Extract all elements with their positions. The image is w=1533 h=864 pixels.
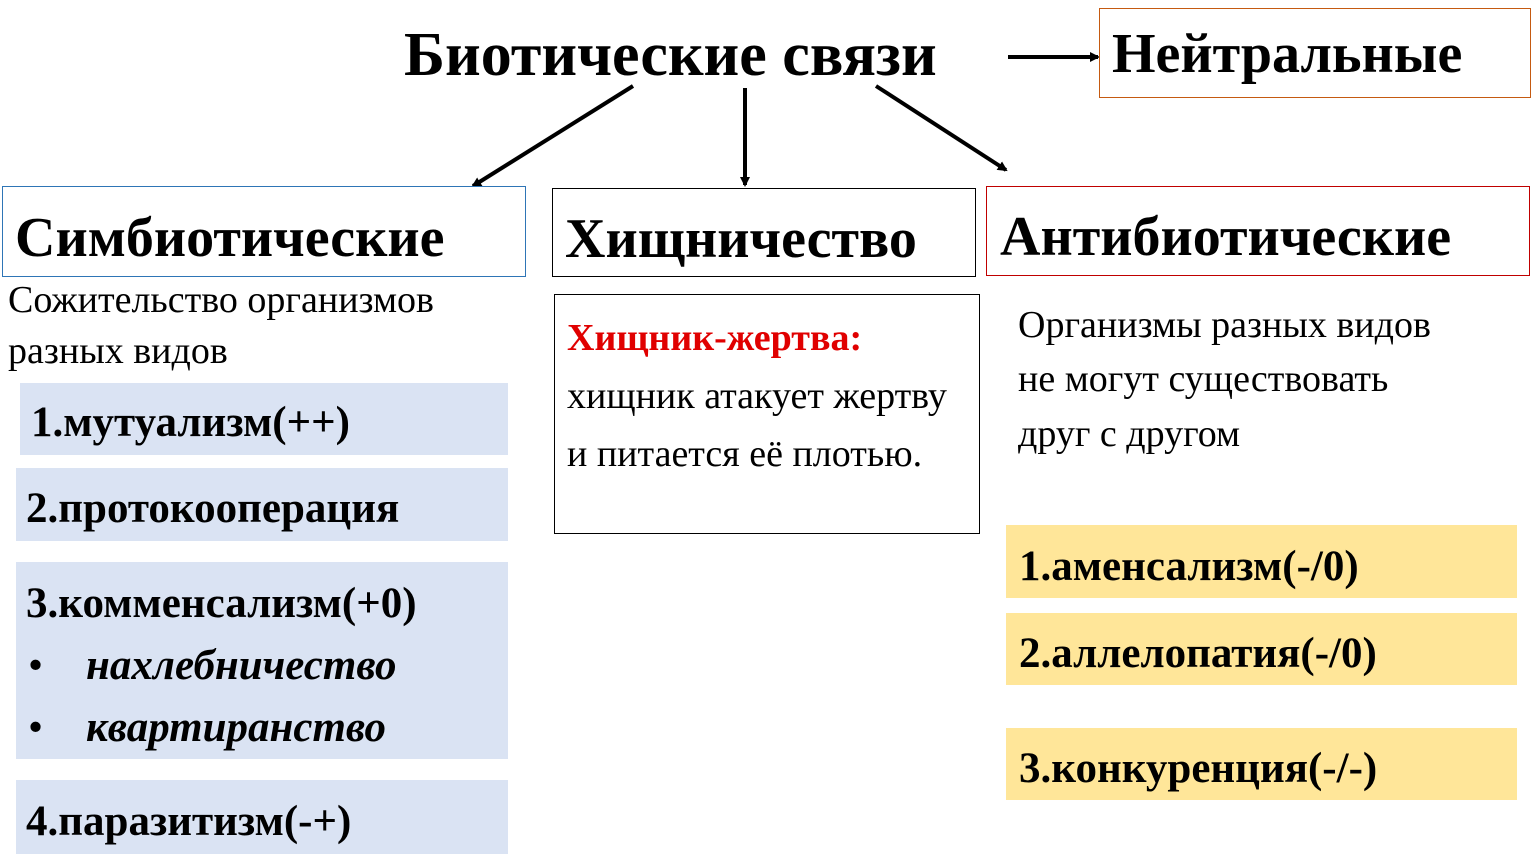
allelopathy-item bbox=[1006, 613, 1517, 685]
predation-text: хищник атакует жертву и питается её плотью. bbox=[567, 375, 947, 476]
commensalism-label: 3.комменсализм(+0) bbox=[26, 580, 417, 627]
allelopathy-label: 2.аллелопатия(-/0) bbox=[1019, 630, 1377, 677]
competition-item bbox=[1006, 728, 1517, 800]
bullet-icon: • bbox=[28, 704, 44, 751]
predation-description-box bbox=[554, 294, 980, 534]
freeloading-subitem: нахлебничество bbox=[86, 642, 397, 689]
bullet-icon: • bbox=[28, 642, 44, 689]
mutualism-item bbox=[20, 383, 508, 455]
tenancy-subitem: квартиранство bbox=[86, 704, 387, 751]
commensalism-item bbox=[16, 562, 508, 759]
predation-box bbox=[552, 188, 976, 277]
predator-prey-label: Хищник-жертва: bbox=[567, 317, 863, 359]
amensalism-item bbox=[1006, 525, 1517, 598]
competition-label: 3.конкуренция(-/-) bbox=[1019, 745, 1378, 792]
antibiotic-heading: Антибиотические bbox=[1000, 206, 1452, 268]
mutualism-label: 1.мутуализм(++) bbox=[31, 399, 350, 446]
amensalism-label: 1.аменсализм(-/0) bbox=[1019, 543, 1359, 590]
diagram-title: Биотические связи bbox=[404, 21, 937, 89]
parasitism-label: 4.паразитизм(-+) bbox=[26, 798, 352, 845]
symbiotic-box bbox=[2, 186, 526, 277]
protocooperation-label: 2.протокооперация bbox=[26, 485, 400, 532]
protocooperation-item bbox=[16, 468, 508, 541]
arrow-to-symbiotic bbox=[473, 86, 633, 186]
parasitism-item bbox=[16, 780, 508, 854]
arrow-to-antibiotic bbox=[876, 86, 1006, 170]
antibiotic-box bbox=[986, 186, 1530, 276]
predation-heading: Хищничество bbox=[565, 208, 917, 270]
symbiotic-description: Сожительство организмов разных видов bbox=[8, 279, 434, 372]
neutral-box bbox=[1099, 8, 1531, 98]
antibiotic-description: Организмы разных видов не могут существовать друг с другом bbox=[1018, 304, 1431, 455]
symbiotic-heading: Симбиотические bbox=[15, 207, 445, 269]
neutral-heading: Нейтральные bbox=[1112, 23, 1463, 85]
